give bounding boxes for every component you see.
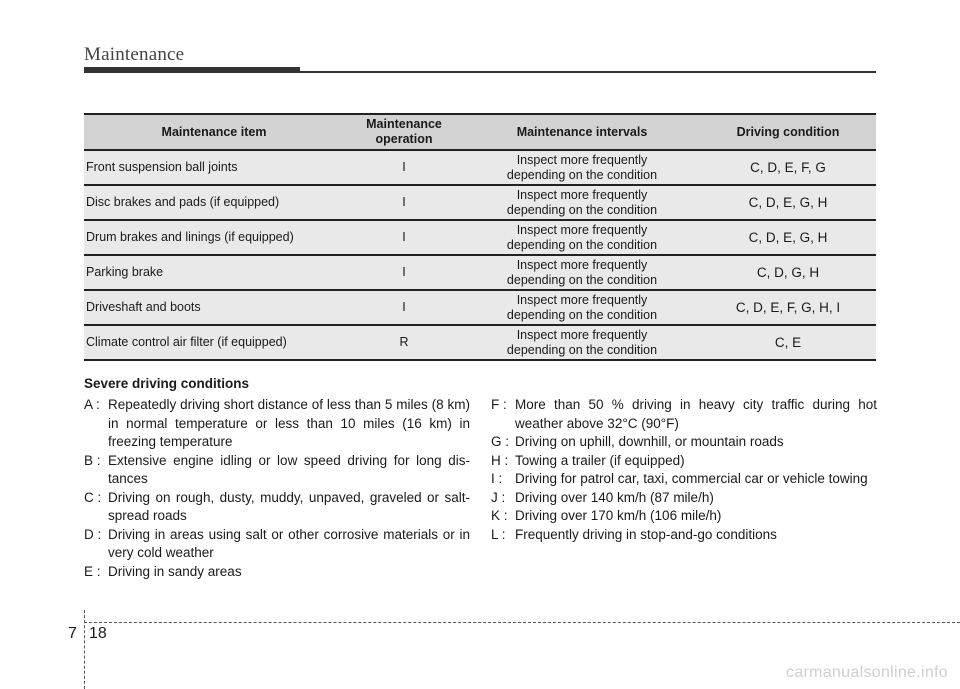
cell-item: Climate control air filter (if equipped) — [84, 325, 344, 360]
table-row — [84, 255, 876, 290]
cell-operation: I — [344, 150, 464, 185]
cell-operation: I — [344, 290, 464, 325]
chapter-number: 7 — [68, 625, 77, 642]
condition-text: Driving on uphill, downhill, or mountain roads — [515, 434, 784, 449]
condition-key: A : — [84, 397, 100, 412]
condition-key: G : — [491, 434, 510, 449]
column-header: Maintenance operation — [344, 114, 464, 150]
table-row — [84, 150, 876, 185]
condition-text: Repeatedly driving short distance of less than 5 miles (8 km) in normal temperature or less than 10 miles (16 km) in freezing temperature — [108, 397, 470, 449]
cell-condition: C, D, G, H — [700, 255, 876, 290]
condition-item — [84, 563, 470, 582]
condition-key: I : — [491, 471, 503, 486]
condition-item — [491, 433, 877, 452]
condition-key: D : — [84, 526, 102, 542]
cell-condition: C, D, E, G, H — [700, 220, 876, 255]
condition-item — [491, 526, 877, 545]
cell-interval: Inspect more frequently depending on the condition — [464, 150, 700, 185]
cell-interval: Inspect more frequently depending on the condition — [464, 220, 700, 255]
cell-item: Disc brakes and pads (if equipped) — [84, 185, 344, 220]
cell-item: Driveshaft and boots — [84, 290, 344, 325]
cell-item: Front suspension ball joints — [84, 150, 344, 185]
severe-conditions-title: Severe driving conditions — [84, 376, 250, 391]
condition-item — [84, 489, 470, 526]
cell-operation: R — [344, 325, 464, 360]
column-header: Driving condition — [700, 114, 876, 150]
cell-item: Parking brake — [84, 255, 344, 290]
table-row — [84, 220, 876, 255]
condition-text: Driving for patrol car, taxi, commercial car or vehicle towing — [515, 471, 868, 486]
page-number: 18 — [89, 625, 107, 642]
section-title: Maintenance — [84, 44, 185, 65]
conditions-list-right — [491, 396, 877, 544]
table-row — [84, 185, 876, 220]
condition-key: L : — [491, 526, 506, 542]
condition-text: Driving in areas using salt or other corrosive materials or in very cold weather — [108, 526, 470, 560]
condition-item — [84, 452, 470, 489]
cell-condition: C, E — [700, 325, 876, 360]
condition-text: Driving over 140 km/h (87 mile/h) — [515, 489, 714, 505]
condition-text: More than 50 % driving in heavy city traffic during hot weather above 32°C (90°F) — [515, 397, 877, 431]
cell-interval: Inspect more frequently depending on the condition — [464, 255, 700, 290]
condition-text: Driving over 170 km/h (106 mile/h) — [515, 508, 722, 523]
cell-operation: I — [344, 185, 464, 220]
condition-text: Extensive engine idling or low speed driving for long dis-tances — [108, 452, 470, 486]
cell-interval: Inspect more frequently depending on the condition — [464, 290, 700, 325]
cell-interval: Inspect more frequently depending on the condition — [464, 185, 700, 220]
condition-item — [491, 489, 877, 508]
cell-operation: I — [344, 255, 464, 290]
condition-item — [84, 526, 470, 563]
cell-condition: C, D, E, F, G — [700, 150, 876, 185]
watermark: carmanualsonline.info — [786, 664, 948, 681]
cell-interval: Inspect more frequently depending on the condition — [464, 325, 700, 360]
condition-key: K : — [491, 508, 508, 523]
cell-operation: I — [344, 220, 464, 255]
cell-condition: C, D, E, G, H — [700, 185, 876, 220]
condition-text: Driving in sandy areas — [108, 563, 242, 579]
condition-key: J : — [491, 489, 506, 505]
table-row — [84, 325, 876, 360]
condition-item — [491, 507, 877, 526]
condition-key: E : — [84, 563, 101, 579]
column-header: Maintenance item — [84, 114, 344, 150]
title-rule — [300, 71, 876, 73]
condition-key: C : — [84, 489, 102, 505]
condition-key: H : — [491, 452, 509, 468]
title-bar — [84, 67, 300, 73]
condition-text: Driving on rough, dusty, muddy, unpaved, graveled or salt-spread roads — [108, 489, 470, 523]
condition-key: F : — [491, 397, 507, 412]
conditions-list-left — [84, 396, 470, 581]
cell-item: Drum brakes and linings (if equipped) — [84, 220, 344, 255]
table-header-row — [84, 114, 876, 150]
condition-text: Frequently driving in stop-and-go conditions — [515, 526, 777, 542]
condition-item — [491, 396, 877, 433]
maintenance-table — [84, 113, 876, 361]
condition-item — [491, 452, 877, 471]
condition-text: Towing a trailer (if equipped) — [515, 452, 685, 468]
column-header: Maintenance intervals — [464, 114, 700, 150]
condition-item — [491, 470, 877, 489]
condition-item — [84, 396, 470, 452]
footer-rule — [84, 622, 960, 623]
cell-condition: C, D, E, F, G, H, I — [700, 290, 876, 325]
table-row — [84, 290, 876, 325]
condition-key: B : — [84, 452, 101, 468]
